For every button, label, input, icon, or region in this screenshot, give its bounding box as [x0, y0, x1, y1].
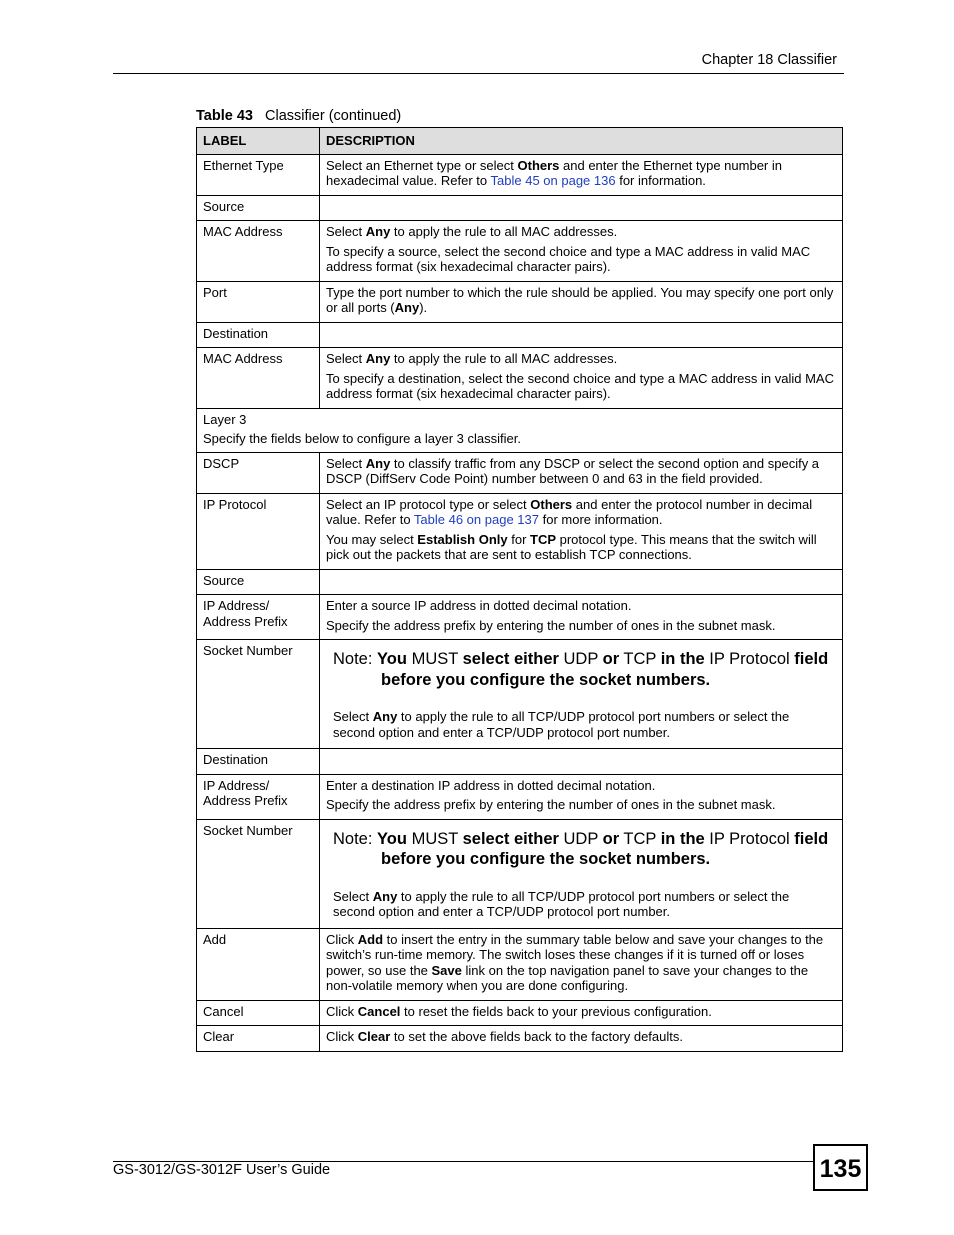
- table-header-row: [197, 128, 843, 155]
- row-label: Destination: [197, 749, 320, 775]
- table-row: [197, 1026, 843, 1052]
- layer3-description: Specify the fields below to configure a layer 3 classifier.: [203, 431, 521, 446]
- table-row: [197, 928, 843, 1000]
- row-description: Select Any to apply the rule to all MAC addresses. To specify a destination, select the second choice and type a MAC address in valid MAC address format (six hexadecimal character pairs).: [320, 348, 843, 409]
- row-description: [320, 749, 843, 775]
- table-row: [197, 774, 843, 819]
- table-row: [197, 452, 843, 493]
- row-description: Click Add to insert the entry in the summary table below and save your changes to the switch’s run-time memory. The switch loses these changes if it is turned off or loses power, so use the Save link on the top navigation panel to save your changes to the non-volatile memory when you are done configuring.: [320, 928, 843, 1000]
- table-45-link[interactable]: Table 45 on page 136: [490, 173, 616, 188]
- row-description: Click Cancel to reset the fields back to your previous configuration.: [320, 1000, 843, 1026]
- header-rule: [113, 73, 844, 74]
- row-description: [320, 569, 843, 595]
- row-description: Type the port number to which the rule should be applied. You may specify one port only or all ports (Any).: [320, 281, 843, 322]
- row-description: Select Any to classify traffic from any DSCP or select the second option and specify a DSCP (DiffServ Code Point) number between 0 and 63 in the field provided.: [320, 452, 843, 493]
- table-caption: [196, 108, 401, 124]
- row-label: Source: [197, 195, 320, 221]
- row-description: [320, 195, 843, 221]
- table-row: [197, 595, 843, 640]
- guide-title: GS-3012/GS-3012F User’s Guide: [113, 1162, 331, 1178]
- description-column-header: DESCRIPTION: [320, 128, 843, 155]
- row-label: Add: [197, 928, 320, 1000]
- table-row: [197, 493, 843, 569]
- table-row: [197, 322, 843, 348]
- table-title: Classifier (continued): [265, 108, 402, 124]
- table-row: [197, 195, 843, 221]
- row-description: Note: You MUST select either UDP or TCP in the IP Protocol field before you configure the socket numbers. Select Any to apply the rule to all TCP/UDP protocol port numbers or select the second option and enter a TCP/UDP protocol port number.: [320, 819, 843, 928]
- table-row: [197, 348, 843, 409]
- table-row: [197, 640, 843, 749]
- table-row: [197, 154, 843, 195]
- layer3-title: Layer 3: [203, 411, 247, 427]
- row-label: Clear: [197, 1026, 320, 1052]
- row-label: Cancel: [197, 1000, 320, 1026]
- table-row: [197, 1000, 843, 1026]
- row-description: Select an IP protocol type or select Others and enter the protocol number in decimal value. Refer to Table 46 on page 137 for more information. You may select Establish Only for TCP protocol type. This means that the switch will pick out the packets that are sent to establish TCP connections.: [320, 493, 843, 569]
- table-row: [197, 749, 843, 775]
- row-label: Source: [197, 569, 320, 595]
- page-number: 135: [813, 1144, 868, 1191]
- row-description: Click Clear to set the above fields back to the factory defaults.: [320, 1026, 843, 1052]
- row-label: Destination: [197, 322, 320, 348]
- row-label: IP Protocol: [197, 493, 320, 569]
- row-label: Socket Number: [197, 640, 320, 749]
- label-column-header: LABEL: [197, 128, 320, 155]
- row-label: Socket Number: [197, 819, 320, 928]
- row-label: MAC Address: [197, 221, 320, 282]
- row-label: DSCP: [197, 452, 320, 493]
- table-row: [197, 569, 843, 595]
- row-description: Select an Ethernet type or select Others and enter the Ethernet type number in hexadecimal value. Refer to Table 45 on page 136 for information.: [320, 154, 843, 195]
- row-label: Port: [197, 281, 320, 322]
- row-description: Select Any to apply the rule to all MAC addresses. To specify a source, select the second choice and type a MAC address in valid MAC address format (six hexadecimal character pairs).: [320, 221, 843, 282]
- table-row: [197, 221, 843, 282]
- row-label: Ethernet Type: [197, 154, 320, 195]
- note-text: Note: You MUST select either UDP or TCP in the IP Protocol field before you configure the socket numbers.: [333, 650, 829, 689]
- row-label: MAC Address: [197, 348, 320, 409]
- table-number: Table 43: [196, 108, 253, 124]
- row-description: [320, 322, 843, 348]
- classifier-table: [196, 127, 843, 1052]
- table-46-link[interactable]: Table 46 on page 137: [413, 512, 539, 527]
- row-label: IP Address/ Address Prefix: [197, 774, 320, 819]
- row-label: IP Address/ Address Prefix: [197, 595, 320, 640]
- layer3-section-row: [197, 408, 843, 452]
- row-description: Enter a destination IP address in dotted decimal notation. Specify the address prefix by entering the number of ones in the subnet mask.: [320, 774, 843, 819]
- chapter-header: Chapter 18 Classifier: [701, 52, 837, 68]
- table-row: [197, 281, 843, 322]
- table-row: [197, 819, 843, 928]
- table-row: [197, 408, 843, 452]
- row-description: Note: You MUST select either UDP or TCP in the IP Protocol field before you configure the socket numbers. Select Any to apply the rule to all TCP/UDP protocol port numbers or select the second option and enter a TCP/UDP protocol port number.: [320, 640, 843, 749]
- row-description: Enter a source IP address in dotted decimal notation. Specify the address prefix by entering the number of ones in the subnet mask.: [320, 595, 843, 640]
- note-text: Note: You MUST select either UDP or TCP in the IP Protocol field before you configure the socket numbers.: [333, 829, 829, 868]
